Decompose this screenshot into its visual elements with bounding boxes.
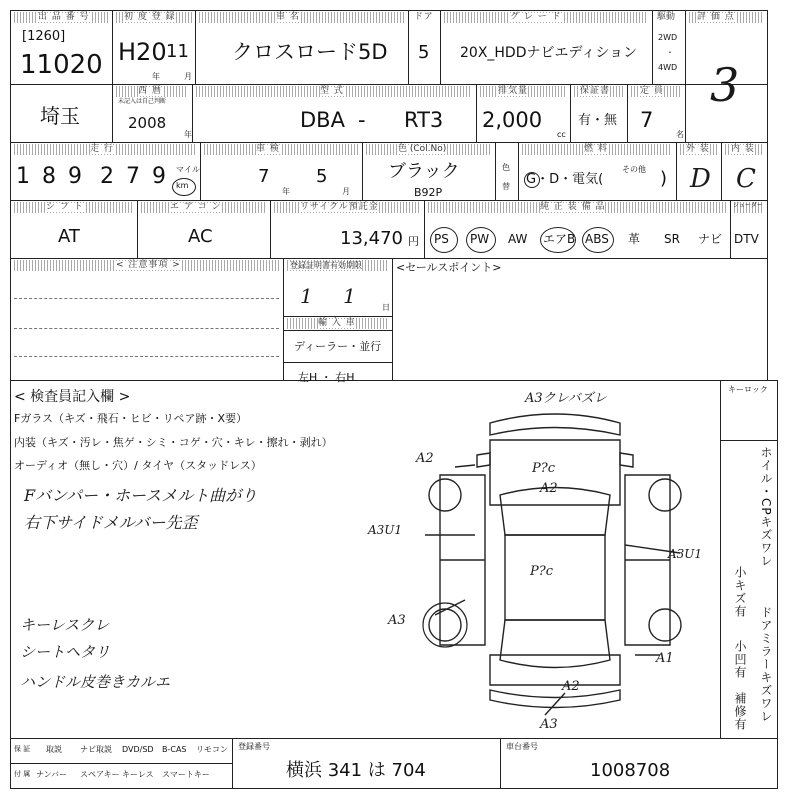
color-code: B92P <box>414 186 443 199</box>
plate-label: 登録番号 <box>238 742 270 751</box>
color-change-2: 替 <box>502 182 510 191</box>
hand-note: キーレスクレ <box>20 616 110 634</box>
month-suffix: 月 <box>184 72 192 81</box>
equip-aw: AW <box>508 232 528 246</box>
damage-mark: A2 <box>540 481 558 496</box>
damage-mark: P?c <box>530 564 553 579</box>
hand-note: ハンドル皮巻きカルエ <box>20 673 171 691</box>
footer-row2-label: 付 属 <box>14 770 31 778</box>
fuel-close: ) <box>660 168 668 189</box>
equip-airbag: エアB <box>543 232 576 246</box>
yen-unit: 円 <box>408 235 419 248</box>
sales-point-label: <セールスポイント> <box>396 261 502 274</box>
hand-note: シートヘタリ <box>20 643 111 661</box>
footer-item: リモコン <box>196 745 228 754</box>
grade-label: グ レ ー ド <box>510 12 562 22</box>
footer-item: ナンバー <box>36 770 68 779</box>
doors: 5 <box>418 42 430 63</box>
inspection-year-suffix: 年 <box>282 187 290 196</box>
audio-line: オーディオ（無し・穴）/ タイヤ（スタッドレス） <box>14 459 262 472</box>
footer-item: スマートキー <box>162 770 210 779</box>
damage-mark: A3U1 <box>368 523 403 537</box>
side-text: ドアミラーキズワレ <box>759 606 773 723</box>
displacement: 2,000 <box>482 108 543 132</box>
grade: 20X_HDDナビエディション <box>460 45 638 61</box>
drive-label: 駆動 <box>657 12 676 22</box>
hand-note: Fバンパー・ホースメルト曲がり <box>24 486 258 505</box>
mileage-digit: 9 <box>68 164 82 189</box>
footer-item: DVD/SD <box>122 745 154 754</box>
equip-sunroof: SR <box>664 232 680 246</box>
mileage-digit: 8 <box>42 164 56 189</box>
interior-grade: C <box>736 164 756 194</box>
import-value: ディーラー・並行 <box>294 340 382 353</box>
inspection-month-suffix: 月 <box>342 187 350 196</box>
car-name: クロスロード5D <box>232 40 388 64</box>
lot-label: 出 品 番 号 <box>38 12 90 22</box>
cc-unit: cc <box>557 130 566 139</box>
damage-mark: A3U1 <box>668 547 703 561</box>
capacity: 7 <box>640 108 654 132</box>
equip-leather: 革 <box>628 232 641 246</box>
exterior-label: 外 装 <box>686 144 710 154</box>
side-text: 小キズ有 <box>733 566 747 618</box>
footer-item: 取説 <box>46 745 62 754</box>
damage-mark: A1 <box>656 651 674 666</box>
reg-expiry-value: 1 1 <box>300 284 368 308</box>
score: 3 <box>710 58 740 112</box>
interior-label: 内 装 <box>731 144 755 154</box>
drive-4wd: 4WD <box>658 63 678 72</box>
door-label: ドア <box>414 12 434 22</box>
chassis-label: 車台番号 <box>506 742 538 751</box>
equip-ps: PS <box>434 232 449 246</box>
ac: AC <box>188 226 213 247</box>
damage-mark: A2 <box>416 451 434 466</box>
inspection-month: 5 <box>316 166 328 187</box>
model-code: RT3 <box>404 108 444 132</box>
footer-item: ナビ取説 <box>80 745 112 754</box>
inspection-year: 7 <box>258 166 270 187</box>
damage-mark: A2 <box>562 679 580 694</box>
model-label: 型 式 <box>320 86 344 96</box>
damage-mark: P?c <box>532 461 555 476</box>
western-year-label: 西 暦 <box>138 86 162 96</box>
auction-sheet: 出 品 番 号 [1260] 11020 初 度 登 録 H20 11 年 月 車 名 クロスロード5D ドア 5 グ レ ー ド 20X_HDDナビエディション 駆動 2WD ・ 4WD 評 価 点 3 埼玉 西 暦 未記入は自己判断 2008 年 型 式 DBA - RT3 排気量 2,000 cc 保証書 有・無 定 員 7 名 走 行 1 8 9 2 7 9 マイル km 車 検 7 年 5 月 色 (Col.No) ブラック B92P 色 替 燃 料 G・D・電気( その他 ) 外 装 D 内 装 C シ フ ト AT エ ア コ ン AC リサイクル預託金 13,470 円 純 正 装 備 品 PS PW AW エアB ABS 革 SR ナビ ジューダー DTV < 注意事項 > 登録証明書有効期限 1 1 日 輸 入 車 ディーラー・並行 左H ・ 右H <セールスポイント> < 検査員記入欄 > Fガラス（キズ・飛石・ヒビ・リペア跡・X要） 内装（キズ・汚レ・焦ゲ・シミ・コゲ・穴・キレ・擦れ・剥れ） オーディオ（無し・穴）/ タイヤ（スタッドレス） Fバンパー・ホースメルト曲がり 右下サイドメルバー先歪 キーレスクレ シートヘタリ ハンドル皮巻きカルエ キーロック ホイル・CPキズワレ 小キズ有 ドアミラーキズワレ 小凹有 補修有 A3クレバズレ A2 P?c A2 A3U1 A3U1 P?c A3 A1 A2 A3 保 証 付 属 取説 ナビ取説 DVD/SD B-CAS リモコン ナンバー スペアキー キーレス スマートキー 登録番号 横浜 341 は 704 車台番号 1008708 <box>0 0 800 800</box>
color-label: 色 (Col.No) <box>398 144 447 154</box>
damage-mark: A3クレバズレ <box>525 391 607 406</box>
tv-label: ジューダー <box>733 202 763 209</box>
inspection-label: 車 検 <box>256 144 280 154</box>
equip-dtv: DTV <box>734 232 759 246</box>
side-text: 小凹有 <box>733 640 747 679</box>
mileage-label: 走 行 <box>90 144 114 154</box>
lot-code: [1260] <box>22 29 66 44</box>
mileage-digit: 2 <box>100 164 114 189</box>
year-suffix: 年 <box>152 72 160 81</box>
equip-abs: ABS <box>585 232 609 246</box>
mileage-digits <box>14 166 170 190</box>
hand-note: 右下サイドメルバー先歪 <box>24 513 198 532</box>
equipment-label: 純 正 装 備 品 <box>540 202 606 212</box>
reg-day-suffix: 日 <box>382 303 390 312</box>
warranty-value: 有・無 <box>578 113 618 128</box>
reg-expiry-label: 登録証明書有効期限 <box>290 261 362 270</box>
fuel-label: 燃 料 <box>584 144 608 154</box>
capacity-suffix: 名 <box>676 130 684 139</box>
score-label: 評 価 点 <box>697 12 735 22</box>
year-note: 未記入は自己判断 <box>118 98 167 105</box>
year2-suffix: 年 <box>184 130 192 139</box>
displacement-label: 排気量 <box>498 86 529 96</box>
western-year: 2008 <box>128 114 167 132</box>
equip-navi: ナビ <box>698 232 723 246</box>
footer-item: スペアキー <box>80 770 120 779</box>
drive-2wd: 2WD <box>658 33 678 42</box>
shift: AT <box>58 226 80 247</box>
region: 埼玉 <box>40 104 80 128</box>
interior-line: 内装（キズ・汚レ・焦ゲ・シミ・コゲ・穴・キレ・擦れ・剥れ） <box>14 436 333 449</box>
damage-mark: A3 <box>388 613 406 628</box>
mile-unit: マイル <box>176 165 200 174</box>
recycle-fee: 13,470 <box>340 228 403 249</box>
import-label: 輸 入 車 <box>318 318 356 328</box>
caution-label: < 注意事項 > <box>116 260 181 270</box>
first-reg-label: 初 度 登 録 <box>124 12 176 22</box>
warranty-label: 保証書 <box>580 86 611 96</box>
first-reg-month: 11 <box>166 41 189 62</box>
first-reg-era: H20 <box>118 38 167 66</box>
color-name: ブラック <box>388 161 460 182</box>
glass-line: Fガラス（キズ・飛石・ヒビ・リペア跡・X要） <box>14 412 248 425</box>
mileage-digit: 9 <box>152 164 166 189</box>
plate-number: 横浜 341 は 704 <box>286 760 426 781</box>
lot-number: 11020 <box>20 50 103 80</box>
capacity-label: 定 員 <box>640 86 664 96</box>
model-dash: - <box>358 108 366 132</box>
footer-row1-label: 保 証 <box>14 745 31 753</box>
steering: 左H ・ 右H <box>298 371 355 384</box>
footer-item: キーレス <box>122 770 154 779</box>
inspector-title: < 検査員記入欄 > <box>14 389 131 405</box>
color-change-1: 色 <box>502 163 510 172</box>
model-prefix: DBA <box>300 108 345 132</box>
fuel-other: その他 <box>622 165 646 174</box>
damage-mark: A3 <box>540 717 558 732</box>
side-text: 補修有 <box>733 692 747 731</box>
mileage-digit: 1 <box>16 164 30 189</box>
chassis-number: 1008708 <box>590 760 671 781</box>
fuel-options: G・D・電気( <box>526 172 604 187</box>
recycle-label: リサイクル預託金 <box>300 202 379 212</box>
shift-label: シ フ ト <box>46 202 84 212</box>
footer-item: B-CAS <box>162 745 187 754</box>
side-text: ホイル・CPキズワレ <box>759 446 773 568</box>
ac-label: エ ア コ ン <box>170 202 222 212</box>
mileage-digit: 7 <box>126 164 140 189</box>
exterior-grade: D <box>690 164 711 194</box>
keylock-label: キーロック <box>728 385 768 394</box>
km-unit: km <box>176 181 189 190</box>
car-name-label: 車 名 <box>276 12 300 22</box>
equip-pw: PW <box>470 232 490 246</box>
